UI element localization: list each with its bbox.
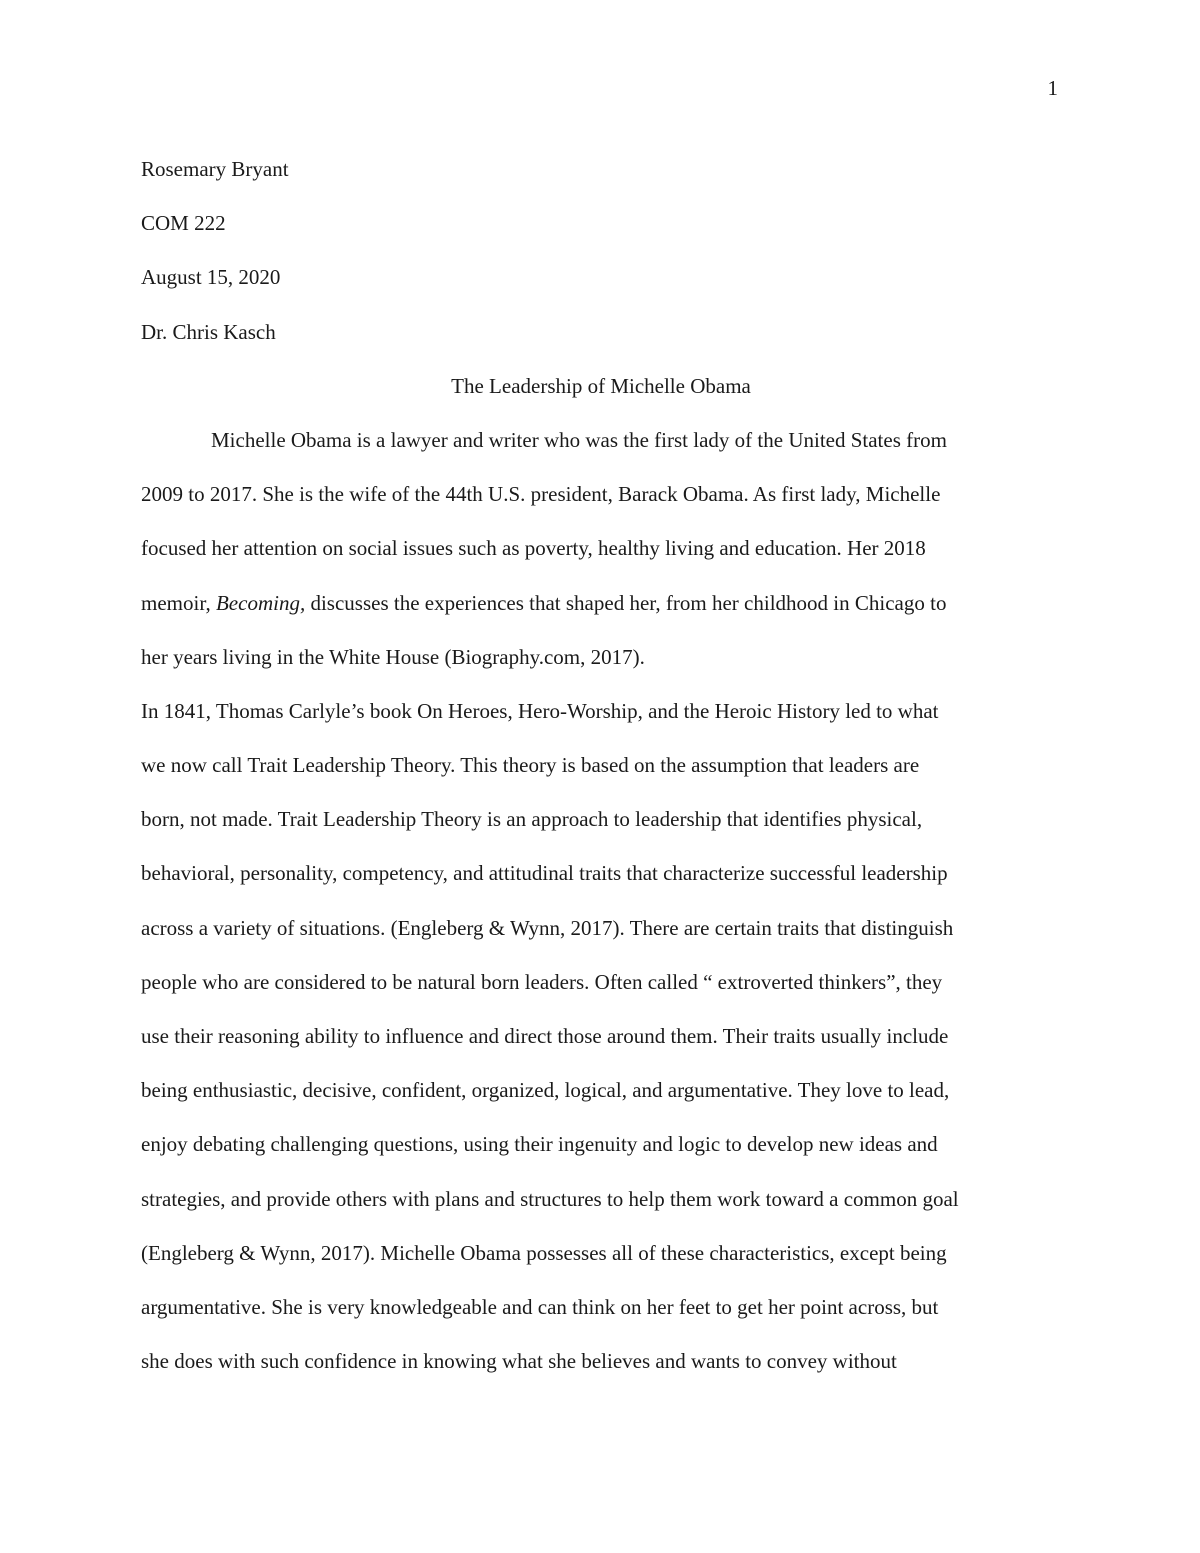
paragraph-line: people who are considered to be natural born leaders. Often called “ extroverted thinkers”, they xyxy=(141,969,943,994)
paragraph-line: Michelle Obama is a lawyer and writer who was the first lady of the United States from xyxy=(211,427,947,452)
paragraph-line: being enthusiastic, decisive, confident, organized, logical, and argumentative. They love to lead, xyxy=(141,1078,950,1103)
paragraph-line xyxy=(141,576,1061,630)
paragraph-line: focused her attention on social issues such as poverty, healthy living and education. Her 2018 xyxy=(141,536,926,561)
paragraph-line: use their reasoning ability to influence and direct those around them. Their traits usually include xyxy=(141,1024,949,1048)
paragraph-line: behavioral, personality, competency, and attitudinal traits that characterize successful leadership xyxy=(141,861,948,886)
page-number: 1 xyxy=(1047,76,1058,100)
paragraph-line: In 1841, Thomas Carlyle’s book On Heroes, Hero-Worship, and the Heroic History led to what xyxy=(141,698,939,723)
paragraph-line: her years living in the White House (Biography.com, 2017). xyxy=(141,644,645,669)
paragraph-line: we now call Trait Leadership Theory. This theory is based on the assumption that leaders are xyxy=(141,753,920,778)
submission-date: August 15, 2020 xyxy=(141,265,281,290)
paragraph-line: 2009 to 2017. She is the wife of the 44th U.S. president, Barack Obama. As first lady, Michelle xyxy=(141,482,941,507)
text-segment: memoir, xyxy=(141,590,216,615)
paragraph-trait-theory xyxy=(141,684,1061,1388)
paragraph-line: across a variety of situations. (Engleberg & Wynn, 2017). There are certain traits that distinguish xyxy=(141,915,954,940)
instructor-name: Dr. Chris Kasch xyxy=(141,319,276,344)
course-code: COM 222 xyxy=(141,211,226,236)
paragraph-line: argumentative. She is very knowledgeable and can think on her feet to get her point across, but xyxy=(141,1294,939,1319)
author-name: Rosemary Bryant xyxy=(141,157,289,181)
document-body xyxy=(141,142,1061,1388)
paragraph-intro xyxy=(141,413,1061,684)
paragraph-line: she does with such confidence in knowing what she believes and wants to convey without xyxy=(141,1349,897,1374)
text-segment: discusses the experiences that shaped her, from her childhood in Chicago to xyxy=(305,590,947,615)
paragraph-line: (Engleberg & Wynn, 2017). Michelle Obama possesses all of these characteristics, except being xyxy=(141,1240,947,1265)
book-title-italic: Becoming, xyxy=(215,590,306,615)
paragraph-line: born, not made. Trait Leadership Theory is an approach to leadership that identifies physical, xyxy=(141,807,923,832)
paragraph-line: enjoy debating challenging questions, using their ingenuity and logic to develop new ideas and xyxy=(141,1132,938,1157)
paper-title: The Leadership of Michelle Obama xyxy=(451,373,751,398)
paragraph-line: strategies, and provide others with plans and structures to help them work toward a common goal xyxy=(141,1186,959,1211)
